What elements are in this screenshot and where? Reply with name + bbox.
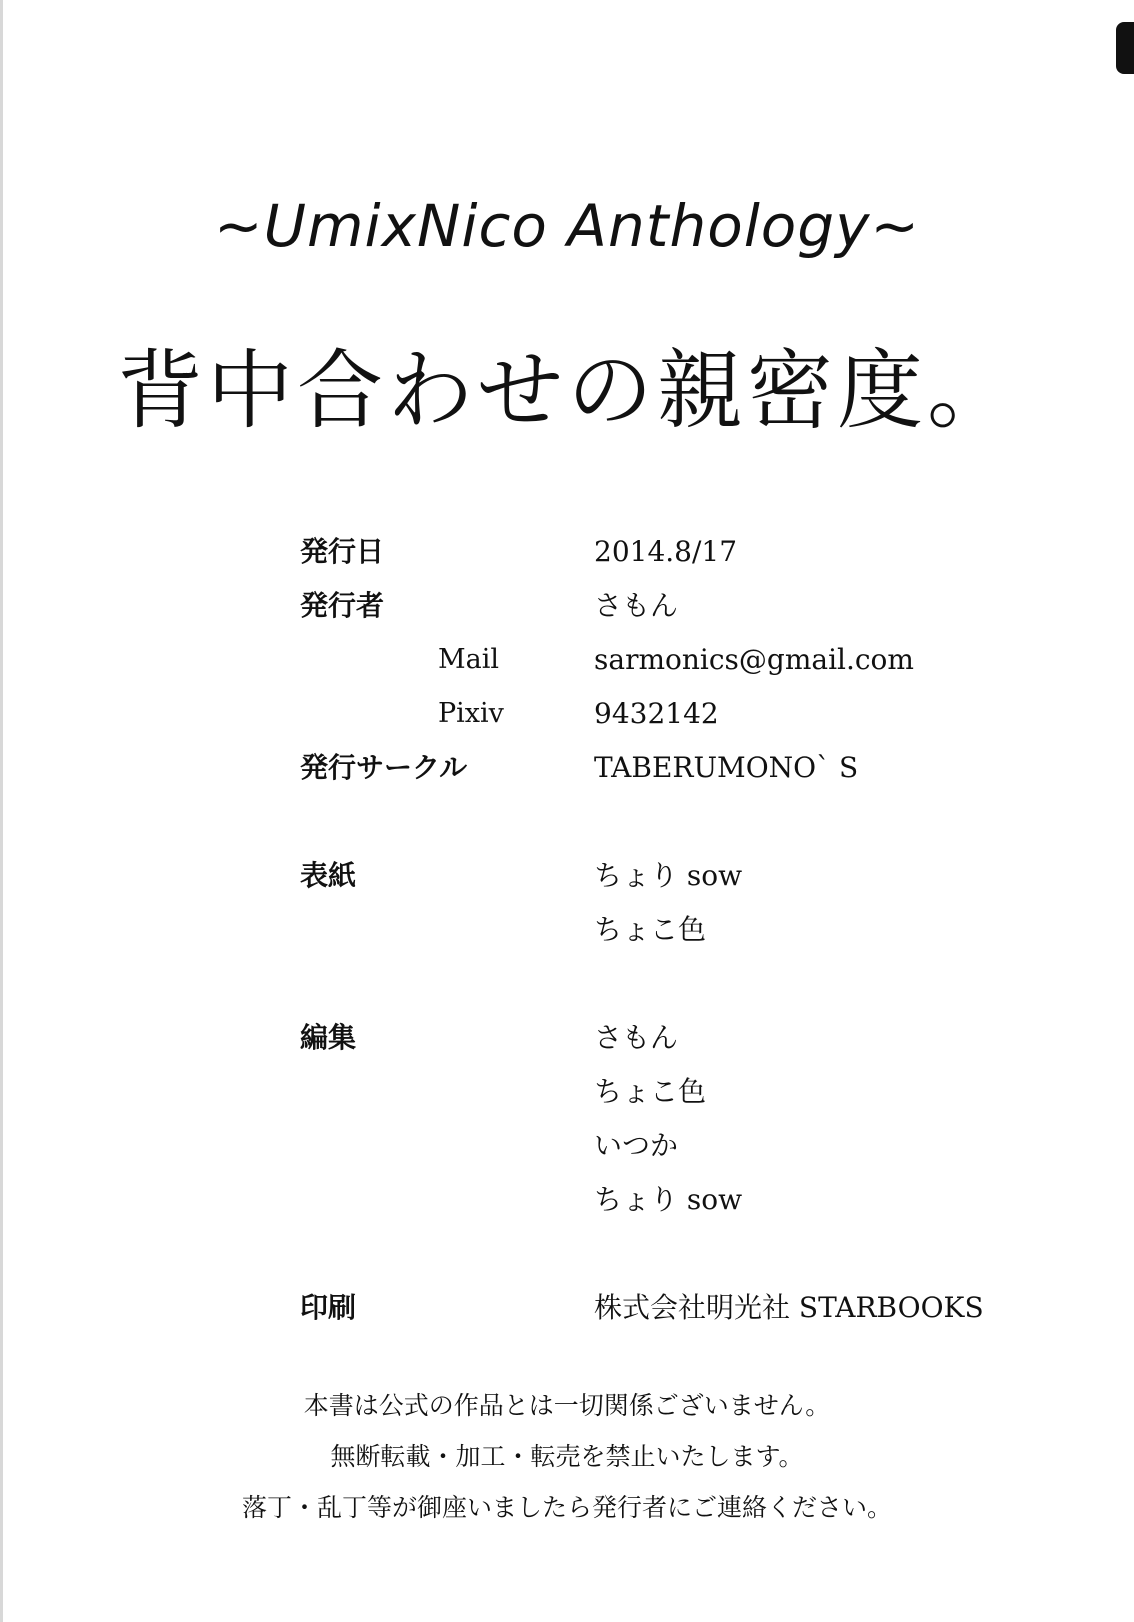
legal-note: 本書は公式の作品とは一切関係ございません。 [303, 1391, 831, 1420]
legal-note: 落丁・乱丁等が御座いましたら発行者にご連絡ください。 [241, 1493, 892, 1522]
editor-label: 編集 [300, 1021, 357, 1054]
legal-notes [0, 1380, 1134, 1533]
mail-value: sarmonics@gmail.com [594, 643, 914, 676]
editor-name: ちょこ色 [594, 1075, 707, 1108]
editor-name: ちょり sow [594, 1183, 743, 1216]
anthology-subtitle: ~UmixNico Anthology~ [213, 192, 921, 260]
print-label: 印刷 [300, 1291, 357, 1324]
cover-label: 表紙 [300, 859, 357, 892]
circle-label: 発行サークル [300, 751, 468, 784]
publisher-value: さもん [594, 589, 679, 622]
corner-tab-mark [1116, 22, 1134, 74]
editor-name: いつか [594, 1129, 679, 1162]
issue-date-value: 2014.8/17 [594, 535, 738, 568]
printer-value: 株式会社明光社 STARBOOKS [594, 1291, 984, 1324]
cover-artist: ちょこ色 [594, 913, 707, 946]
legal-note: 無断転載・加工・転売を禁止いたします。 [330, 1442, 804, 1471]
circle-value: TABERUMONO` S [594, 751, 859, 784]
issue-date-label: 発行日 [300, 535, 385, 568]
book-title: 背中合わせの親密度。 [117, 341, 1017, 441]
mail-label: Mail [438, 644, 500, 675]
pixiv-value: 9432142 [594, 697, 719, 730]
publisher-label: 発行者 [300, 589, 385, 622]
pixiv-label: Pixiv [438, 698, 504, 729]
editor-name: さもん [594, 1021, 679, 1054]
cover-artist: ちょり sow [594, 859, 743, 892]
